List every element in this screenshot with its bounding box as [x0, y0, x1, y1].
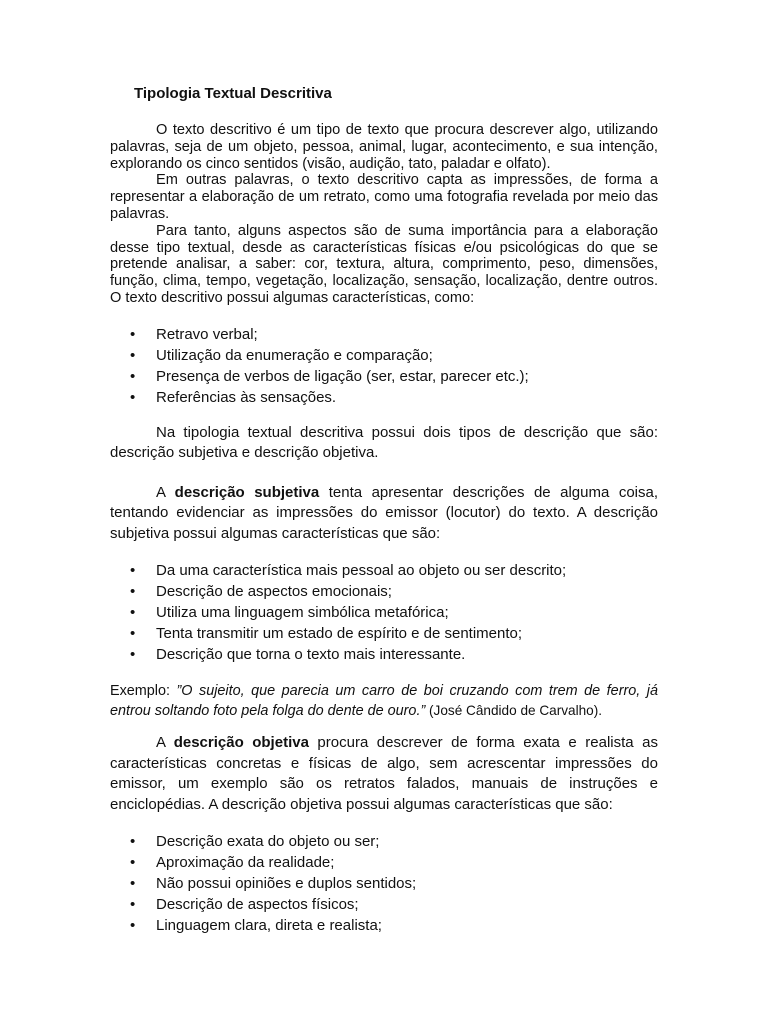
list-item: • Tenta transmitir um estado de espírito e de sentimento;: [110, 623, 658, 644]
objective-lead: A: [156, 734, 174, 752]
list-item: • Presença de verbos de ligação (ser, estar, parecer etc.);: [110, 366, 658, 387]
objective-text: procura descrever de forma exata e realista as características concretas e físicas de algo, sem acrescentar impressões do emissor, um exemplo são os retratos falados, manuais de instruções e enciclopédias. A descrição objetiva possui algumas características que são:: [110, 734, 658, 813]
document-title: Tipologia Textual Descritiva: [134, 85, 332, 102]
list-item: • Referências às sensações.: [110, 387, 658, 408]
subjective-lead: A: [156, 483, 175, 501]
list-item: • Retravo verbal;: [110, 324, 658, 345]
list-item: • Linguagem clara, direta e realista;: [110, 915, 658, 936]
objective-list: [110, 831, 658, 936]
types-paragraph: Na tipologia textual descritiva possui dois tipos de descrição que são: descrição subjetiva e descrição objetiva.: [110, 423, 658, 462]
document-page: [110, 84, 658, 936]
objective-paragraph: [110, 733, 658, 815]
objective-term: descrição objetiva: [173, 734, 309, 752]
intro-paragraph-1: O texto descritivo é um tipo de texto que procura descrever algo, utilizando palavras, seja de um objeto, pessoa, animal, lugar, acontecimento, e sua intenção, explorando os cinco sentidos (visão, audição, tato, paladar e olfato).: [110, 122, 658, 172]
subjective-list: [110, 560, 658, 665]
list-item: • Utiliza uma linguagem simbólica metafórica;: [110, 602, 658, 623]
intro-paragraph-2: Em outras palavras, o texto descritivo capta as impressões, de forma a representar a elaboração de um retrato, como uma fotografia revelada por meio das palavras.: [110, 172, 658, 222]
list-item: • Descrição exata do objeto ou ser;: [110, 831, 658, 852]
list-item: • Não possui opiniões e duplos sentidos;: [110, 873, 658, 894]
list-item: • Aproximação da realidade;: [110, 852, 658, 873]
subjective-text: tenta apresentar descrições de alguma coisa, tentando evidenciar as impressões do emissor (locutor) do texto. A descrição subjetiva possui algumas características que são:: [110, 483, 658, 542]
list-item: • Descrição de aspectos emocionais;: [110, 581, 658, 602]
list-item: • Utilização da enumeração e comparação;: [110, 345, 658, 366]
intro-paragraph-3: Para tanto, alguns aspectos são de suma importância para a elaboração desse tipo textual, desde as características físicas e/ou psicológicas do que se pretende analisar, a saber: cor, textura, altura, comprimento, peso, dimensões, função, clima, tempo, vegetação, localização, sensação, localização, dentre outros. O texto descritivo possui algumas características, como:: [110, 222, 658, 306]
list-item: • Descrição que torna o texto mais interessante.: [110, 644, 658, 665]
example-quote: ”O sujeito, que parecia um carro de boi cruzando com trem de ferro, já entrou soltando foto pela folga do dente de ouro.”: [110, 683, 658, 720]
example-credit: (José Cândido de Carvalho).: [425, 703, 603, 719]
list-item: • Descrição de aspectos físicos;: [110, 894, 658, 915]
subjective-paragraph: [110, 483, 658, 545]
subjective-term: descrição subjetiva: [174, 483, 320, 501]
features-list: [110, 324, 658, 408]
list-item: • Da uma característica mais pessoal ao objeto ou ser descrito;: [110, 560, 658, 581]
example-label: Exemplo:: [110, 683, 177, 700]
example-paragraph: [110, 681, 658, 721]
